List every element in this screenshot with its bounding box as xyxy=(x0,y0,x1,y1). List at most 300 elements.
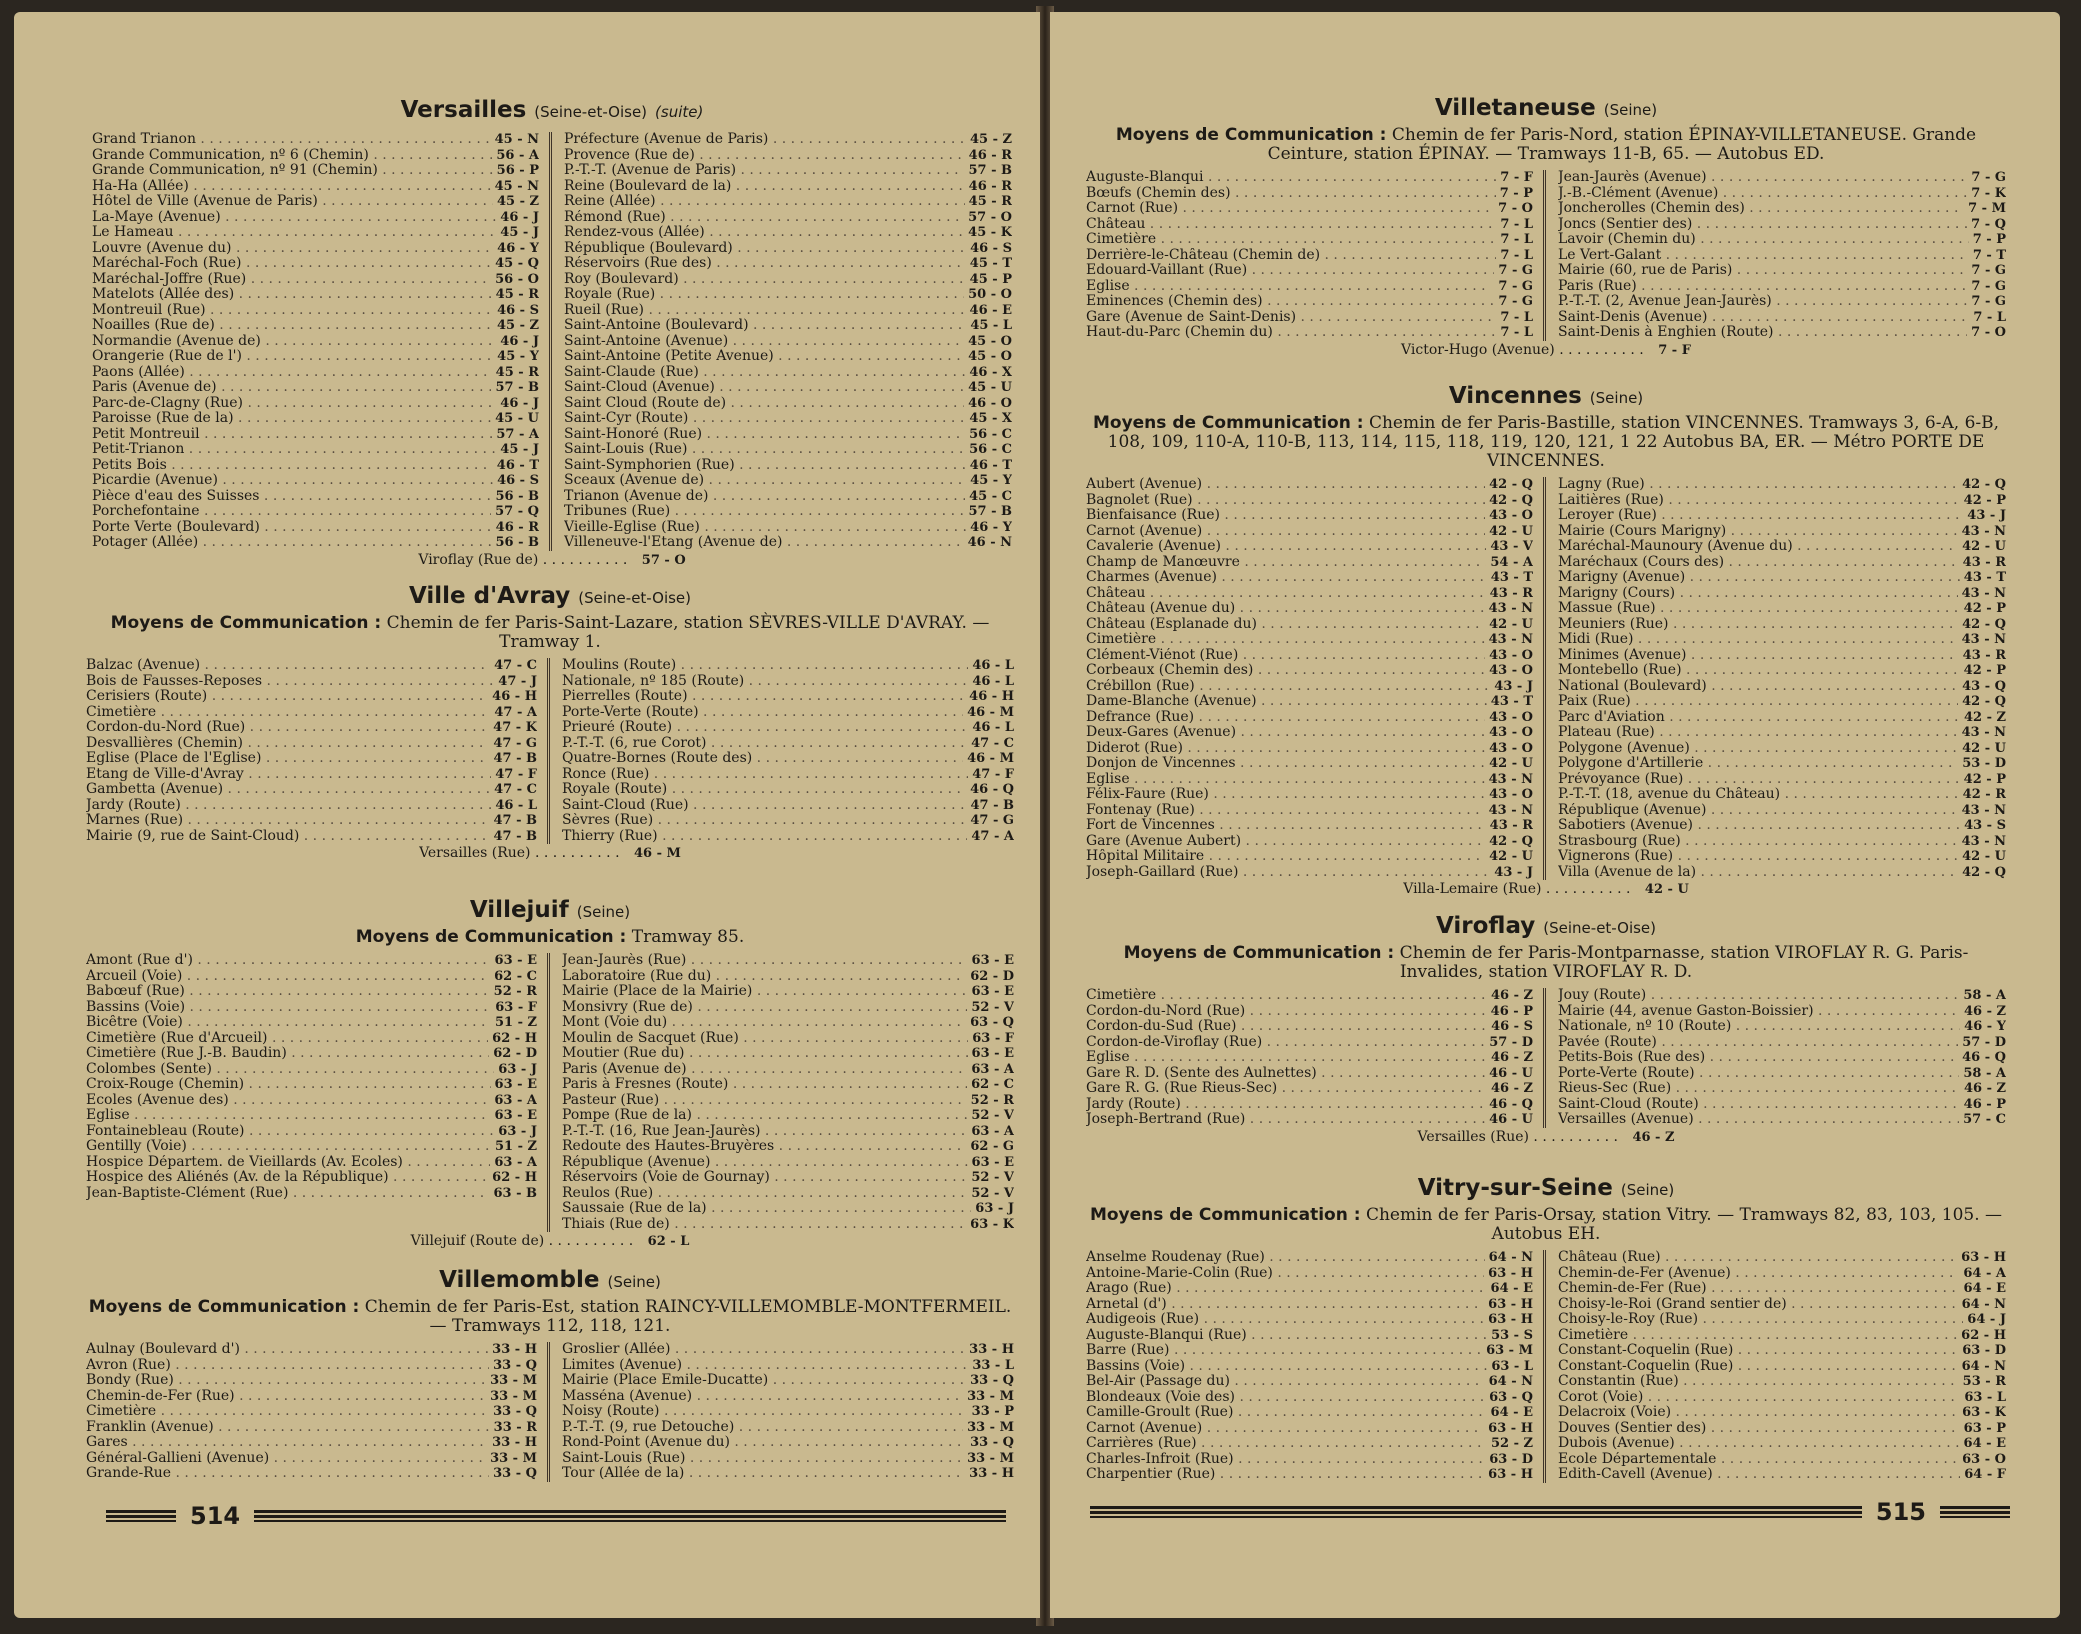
map-grid-code: 42 - P xyxy=(1963,663,2006,678)
map-grid-code: 63 - K xyxy=(970,1216,1014,1232)
street-name: Mairie (Cours Marigny) . . . xyxy=(1558,524,1958,539)
street-name: Montebello (Rue) . . . xyxy=(1558,663,1960,678)
street-name: Versailles (Avenue) . . . xyxy=(1558,1112,1959,1127)
map-grid-code: 45 - O xyxy=(968,349,1012,364)
street-name: Gare (Avenue Aubert) . . . xyxy=(1086,834,1485,849)
index-entry xyxy=(562,1155,1014,1171)
index-entry xyxy=(1558,1359,2006,1375)
map-grid-code: 50 - O xyxy=(968,287,1012,302)
index-entry xyxy=(86,984,537,1000)
map-grid-code: 46 - S xyxy=(1491,1019,1533,1034)
index-entry xyxy=(1086,325,1533,341)
map-grid-code: 56 - P xyxy=(496,163,539,178)
map-grid-code: 43 - R xyxy=(1489,818,1533,833)
map-grid-code: 43 - Q xyxy=(1962,678,2006,694)
map-grid-code: 42 - U xyxy=(1489,616,1533,632)
street-name: Amont (Rue d') . . . xyxy=(86,953,491,968)
index-entry xyxy=(1558,217,2006,233)
index-column xyxy=(550,658,1014,844)
street-name: Saint-Antoine (Boulevard) . . . xyxy=(564,318,966,333)
map-grid-code: 43 - N xyxy=(1488,802,1533,818)
street-name: Douves (Sentier des) . . . xyxy=(1558,1421,1960,1436)
index-entry xyxy=(1558,988,2006,1004)
street-name: Gare (Avenue de Saint-Denis) . . . xyxy=(1086,310,1496,325)
map-grid-code: 63 - M xyxy=(1486,1343,1533,1358)
street-name: Joncherolles (Chemin des) . . . xyxy=(1558,201,1964,216)
index-entry xyxy=(562,1000,1014,1016)
map-grid-code: 57 - B xyxy=(968,163,1012,178)
street-name: Villeneuve-l'Etang (Avenue de) . . . xyxy=(564,535,964,550)
section-vitry-sur-seine xyxy=(1086,1174,2006,1483)
map-grid-code: 43 - J xyxy=(1967,508,2006,523)
map-grid-code: 33 - M xyxy=(490,1450,537,1466)
index-entry xyxy=(1558,772,2006,788)
index-entry xyxy=(1086,186,1533,202)
map-grid-code: 46 - U xyxy=(1489,1112,1533,1127)
index-entry xyxy=(1558,1374,2006,1390)
section-footer-entry: Villejuif (Route de) . . . . . . . . . . 62 - L xyxy=(410,1233,690,1249)
map-grid-code: 7 - F xyxy=(1500,170,1533,185)
index-entry xyxy=(1558,1343,2006,1359)
map-grid-code: 46 - S xyxy=(970,240,1012,256)
index-entry xyxy=(1558,310,2006,326)
street-name: Antoine-Marie-Colin (Rue) . . . xyxy=(1086,1266,1484,1281)
map-grid-code: 63 - A xyxy=(971,1123,1014,1139)
map-grid-code: 7 - G xyxy=(1971,263,2006,278)
index-entry xyxy=(562,1435,1014,1451)
page-footer xyxy=(1090,1498,2010,1526)
street-name: Diderot (Rue) . . . xyxy=(1086,741,1485,756)
street-name: Maréchal-Foch (Rue) . . . xyxy=(92,256,491,271)
street-name: Massue (Rue) . . . xyxy=(1558,601,1960,616)
index-entry xyxy=(1086,663,1533,679)
map-grid-code: 58 - A xyxy=(1963,1065,2006,1081)
map-grid-code: 52 - R xyxy=(970,1092,1014,1108)
street-name: Arago (Rue) . . . xyxy=(1086,1281,1487,1296)
map-grid-code: 47 - A xyxy=(971,828,1014,844)
index-entry xyxy=(86,751,537,767)
street-name: Château . . . xyxy=(1086,217,1496,232)
index-entry xyxy=(1086,524,1533,540)
street-name: Préfecture (Avenue de Paris) . . . xyxy=(564,132,966,147)
map-grid-code: 56 - A xyxy=(496,147,539,163)
index-entry xyxy=(1558,679,2006,695)
street-name: Dame-Blanche (Avenue) . . . xyxy=(1086,694,1487,709)
index-entry xyxy=(562,1139,1014,1155)
street-name: Noisy (Route) . . . xyxy=(562,1404,968,1419)
street-name: République (Avenue) . . . xyxy=(562,1155,968,1170)
street-name: Paris à Fresnes (Route) . . . xyxy=(562,1077,967,1092)
street-name: La-Maye (Avenue) . . . xyxy=(92,210,496,225)
map-grid-code: 46 - J xyxy=(500,209,539,225)
map-grid-code: 7 - P xyxy=(1972,232,2006,247)
street-name: Croix-Rouge (Chemin) . . . xyxy=(86,1077,491,1092)
index-entry xyxy=(564,241,1012,257)
map-grid-code: 45 - J xyxy=(500,225,539,240)
map-grid-code: 47 - B xyxy=(970,797,1014,813)
map-grid-code: 45 - Q xyxy=(495,256,539,271)
index-column xyxy=(86,953,550,1232)
map-grid-code: 7 - O xyxy=(1498,201,1533,216)
street-name: Moutier (Rue du) . . . xyxy=(562,1046,968,1061)
index-entry xyxy=(1086,310,1533,326)
street-name: Petits Bois . . . xyxy=(92,458,493,473)
map-grid-code: 63 - B xyxy=(493,1185,537,1201)
index-entry xyxy=(562,1201,1014,1217)
index-entry xyxy=(92,241,539,257)
street-name: Fort de Vincennes . . . xyxy=(1086,818,1486,833)
index-entry xyxy=(1558,1112,2006,1128)
street-name: Cimetière . . . xyxy=(86,705,490,720)
map-grid-code: 46 - M xyxy=(967,704,1014,720)
street-name: Auguste-Blanqui (Rue) . . . xyxy=(1086,1328,1487,1343)
street-name: Moulin de Sacquet (Rue) . . . xyxy=(562,1031,968,1046)
map-grid-code: 63 - E xyxy=(971,1154,1014,1170)
section-villemomble xyxy=(86,1266,1014,1482)
street-name: Arcueil (Voie) . . . xyxy=(86,969,490,984)
communication-note: Moyens de Communication : Chemin de fer Paris-Saint-Lazare, station SÈVRES-VILLE D'AVRAY. — Tramway 1. xyxy=(110,613,990,652)
street-name: Grande-Rue . . . xyxy=(86,1466,489,1481)
index-entry xyxy=(86,1000,537,1016)
index-entry xyxy=(86,1031,537,1047)
index-column xyxy=(86,658,550,844)
map-grid-code: 51 - Z xyxy=(494,1015,537,1030)
street-name: Bienfaisance (Rue) . . . xyxy=(1086,508,1485,523)
map-grid-code: 56 - B xyxy=(495,488,539,504)
map-grid-code: 46 - M xyxy=(967,751,1014,766)
street-name: Bondy (Rue) . . . xyxy=(86,1373,486,1388)
map-grid-code: 56 - C xyxy=(969,426,1012,442)
map-grid-code: 64 - N xyxy=(1961,1358,2006,1374)
street-name: J.-B.-Clément (Avenue) . . . xyxy=(1558,186,1967,201)
map-grid-code: 64 - N xyxy=(1488,1374,1533,1389)
street-name: Rond-Point (Avenue du) . . . xyxy=(562,1435,966,1450)
index-columns xyxy=(86,658,1014,844)
index-entry xyxy=(1558,1436,2006,1452)
street-name: Hôtel de Ville (Avenue de Paris) . . . xyxy=(92,194,493,209)
index-entry xyxy=(92,303,539,319)
index-entry xyxy=(1558,725,2006,741)
map-grid-code: 46 - Z xyxy=(1490,1050,1533,1065)
street-name: Constantin (Rue) . . . xyxy=(1558,1374,1959,1389)
index-entry xyxy=(92,442,539,458)
street-name: Cerisiers (Route) . . . xyxy=(86,689,488,704)
street-name: Mairie (9, rue de Saint-Cloud) . . . xyxy=(86,829,489,844)
index-entry xyxy=(86,1451,537,1467)
section-vincennes xyxy=(1086,382,2006,898)
street-name: Réservoirs (Voie de Gournay) . . . xyxy=(562,1170,967,1185)
index-entry xyxy=(1558,263,2006,279)
map-grid-code: 7 - L xyxy=(1500,232,1533,247)
index-columns xyxy=(92,132,1012,551)
street-name: Ronce (Rue) . . . xyxy=(562,767,968,782)
index-entry xyxy=(86,829,537,845)
map-grid-code: 63 - J xyxy=(498,1061,537,1077)
map-grid-code: 33 - Q xyxy=(970,1373,1014,1388)
map-grid-code: 53 - R xyxy=(1962,1374,2006,1389)
street-name: Cordon-du-Nord (Rue) . . . xyxy=(86,720,489,735)
index-entry xyxy=(86,1077,537,1093)
index-entry xyxy=(564,318,1012,334)
index-entry xyxy=(1086,710,1533,726)
street-name: Reine (Boulevard de la) . . . xyxy=(564,179,965,194)
index-columns xyxy=(1086,477,2006,880)
index-entry xyxy=(1086,679,1533,695)
index-entry xyxy=(564,163,1012,179)
map-grid-code: 7 - L xyxy=(1500,309,1533,325)
index-entry xyxy=(92,380,539,396)
street-name: Paroisse (Rue de la) . . . xyxy=(92,411,491,426)
map-grid-code: 45 - U xyxy=(495,411,539,426)
street-name: Grande Communication, nº 91 (Chemin) . . . xyxy=(92,163,493,178)
street-name: Picardie (Avenue) . . . xyxy=(92,473,493,488)
map-grid-code: 57 - A xyxy=(496,426,539,442)
street-name: République (Boulevard) . . . xyxy=(564,241,966,256)
index-column xyxy=(1546,170,2006,341)
communication-note: Moyens de Communication : Chemin de fer Paris-Bastille, station VINCENNES. Tramways 3, 6-A, 6-B, 108, 109, 110-A, 110-B, 113, 114, 115, 118, 119, 120, 121, 1 22 Autobus BA, ER. — Métro PORTE DE VINCENNES. xyxy=(1092,413,2000,471)
map-grid-code: 64 - E xyxy=(1490,1405,1533,1420)
map-grid-code: 64 - E xyxy=(1963,1281,2006,1296)
index-entry xyxy=(1558,756,2006,772)
index-entry xyxy=(86,1093,537,1109)
map-grid-code: 47 - C xyxy=(494,782,537,797)
index-column xyxy=(1546,477,2006,880)
map-grid-code: 63 - P xyxy=(1963,1420,2006,1436)
map-grid-code: 46 - L xyxy=(972,658,1014,673)
map-grid-code: 63 - F xyxy=(495,999,537,1015)
index-entry xyxy=(562,969,1014,985)
index-entry xyxy=(1558,555,2006,571)
index-entry xyxy=(1558,1467,2006,1483)
index-entry xyxy=(1558,1421,2006,1437)
map-grid-code: 47 - G xyxy=(970,813,1014,828)
map-grid-code: 52 - Z xyxy=(1490,1436,1533,1451)
index-entry xyxy=(1086,232,1533,248)
street-name: Jean-Baptiste-Clément (Rue) . . . xyxy=(86,1186,489,1201)
map-grid-code: 43 - N xyxy=(1961,802,2006,818)
map-grid-code: 46 - Q xyxy=(1962,1050,2006,1065)
map-grid-code: 46 - H xyxy=(492,689,537,704)
section-title: Versailles (Seine-et-Oise) (suite) xyxy=(400,97,704,123)
index-entry xyxy=(1558,787,2006,803)
section-footer-entry: Victor-Hugo (Avenue) . . . . . . . . . . 7 - F xyxy=(1401,341,1691,358)
index-entry xyxy=(1086,648,1533,664)
street-name: Aulnay (Boulevard d') . . . xyxy=(86,1342,488,1357)
index-entry xyxy=(564,179,1012,195)
street-name: Constant-Coquelin (Rue) . . . xyxy=(1558,1343,1958,1358)
street-name: Balzac (Avenue) . . . xyxy=(86,658,490,673)
map-grid-code: 42 - P xyxy=(1963,492,2006,508)
index-columns xyxy=(1086,170,2006,341)
street-name: Plateau (Rue) . . . xyxy=(1558,725,1958,740)
section-title: Viroflay (Seine-et-Oise) xyxy=(1435,913,1657,939)
section-viroflay xyxy=(1086,912,2006,1146)
street-name: Eglise (Place de l'Eglise) . . . xyxy=(86,751,489,766)
index-entry xyxy=(1086,988,1533,1004)
index-entry xyxy=(1086,787,1533,803)
map-grid-code: 63 - H xyxy=(1488,1296,1533,1312)
index-entry xyxy=(92,287,539,303)
street-name: Gambetta (Avenue) . . . xyxy=(86,782,490,797)
map-grid-code: 57 - D xyxy=(1962,1034,2006,1050)
street-name: P.-T.-T. (18, avenue du Château) . . . xyxy=(1558,787,1959,802)
index-entry xyxy=(562,782,1014,798)
index-entry xyxy=(562,1466,1014,1482)
map-grid-code: 43 - O xyxy=(1489,740,1533,756)
street-name: Saint Cloud (Route de) . . . xyxy=(564,396,964,411)
street-name: Saint-Honoré (Rue) . . . xyxy=(564,427,965,442)
map-grid-code: 45 - Z xyxy=(496,318,539,333)
street-name: Polygone d'Artillerie . . . xyxy=(1558,756,1958,771)
map-grid-code: 63 - H xyxy=(1961,1250,2006,1265)
map-grid-code: 43 - T xyxy=(1963,570,2006,585)
index-entry xyxy=(564,380,1012,396)
map-grid-code: 43 - N xyxy=(1961,632,2006,647)
street-name: Pavée (Route) . . . xyxy=(1558,1035,1958,1050)
map-grid-code: 42 - Z xyxy=(1963,709,2006,725)
index-entry xyxy=(86,969,537,985)
map-grid-code: 53 - D xyxy=(1962,756,2006,771)
map-grid-code: 45 - Z xyxy=(969,132,1012,147)
street-name: Colombes (Sente) . . . xyxy=(86,1062,494,1077)
street-name: Marigny (Cours) . . . xyxy=(1558,586,1958,601)
street-name: Ecole Départementale . . . xyxy=(1558,1452,1958,1467)
street-name: Carrières (Rue) . . . xyxy=(1086,1436,1487,1451)
index-entry xyxy=(1086,1050,1533,1066)
street-name: Hôpital Militaire . . . xyxy=(1086,849,1485,864)
street-name: Bassins (Voie) . . . xyxy=(1086,1359,1487,1374)
map-grid-code: 52 - R xyxy=(493,984,537,999)
street-name: Clément-Viénot (Rue) . . . xyxy=(1086,648,1485,663)
index-entry xyxy=(1086,217,1533,233)
index-entry xyxy=(1558,1390,2006,1406)
street-name: P.-T.-T. (2, Avenue Jean-Jaurès) . . . xyxy=(1558,294,1967,309)
map-grid-code: 46 - R xyxy=(495,519,539,535)
map-grid-code: 63 - O xyxy=(1962,1451,2006,1467)
street-name: Bel-Air (Passage du) . . . xyxy=(1086,1374,1485,1389)
index-entry xyxy=(562,658,1014,674)
map-grid-code: 46 - Y xyxy=(1964,1019,2006,1034)
index-entry xyxy=(1086,1066,1533,1082)
map-grid-code: 63 - L xyxy=(1491,1358,1533,1374)
map-grid-code: 42 - U xyxy=(1962,740,2006,756)
index-entry xyxy=(1558,294,2006,310)
street-name: Royale (Route) . . . xyxy=(562,782,966,797)
index-entry xyxy=(564,520,1012,536)
street-name: Prieuré (Route) . . . xyxy=(562,720,968,735)
street-name: Chemin-de-Fer (Rue) . . . xyxy=(86,1389,486,1404)
street-name: Saint-Louis (Rue) . . . xyxy=(562,1451,963,1466)
map-grid-code: 43 - O xyxy=(1489,508,1533,523)
map-grid-code: 46 - J xyxy=(500,333,539,349)
map-grid-code: 7 - L xyxy=(1973,309,2006,325)
street-name: Deux-Gares (Avenue) . . . xyxy=(1086,725,1485,740)
street-name: Eglise . . . xyxy=(86,1108,486,1123)
index-entry xyxy=(1558,186,2006,202)
index-entry xyxy=(86,658,537,674)
map-grid-code: 62 - H xyxy=(492,1170,537,1185)
index-entry xyxy=(564,210,1012,226)
map-grid-code: 43 - O xyxy=(1489,787,1533,802)
street-name: Bois de Fausses-Reposes . . . xyxy=(86,674,494,689)
index-entry xyxy=(1086,818,1533,834)
map-grid-code: 51 - Z xyxy=(494,1139,537,1154)
map-grid-code: 42 - Q xyxy=(1489,477,1533,492)
index-entry xyxy=(1558,1328,2006,1344)
map-grid-code: 63 - A xyxy=(971,1061,1014,1077)
index-entry xyxy=(1086,725,1533,741)
street-name: Pièce d'eau des Suisses . . . xyxy=(92,489,491,504)
index-entry xyxy=(86,705,537,721)
index-entry xyxy=(92,318,539,334)
index-entry xyxy=(562,798,1014,814)
street-name: Félix-Faure (Rue) . . . xyxy=(1086,787,1485,802)
index-entry xyxy=(1086,601,1533,617)
street-name: Edouard-Vaillant (Rue) . . . xyxy=(1086,263,1494,278)
map-grid-code: 33 - M xyxy=(967,1450,1014,1466)
street-name: Corot (Voie) . . . xyxy=(1558,1390,1960,1405)
index-entry xyxy=(92,272,539,288)
street-name: Pierrelles (Route) . . . xyxy=(562,689,965,704)
index-entry xyxy=(562,705,1014,721)
index-entry xyxy=(564,256,1012,272)
index-entry xyxy=(1086,865,1533,881)
map-grid-code: 52 - V xyxy=(971,999,1014,1015)
index-entry xyxy=(86,1170,537,1186)
map-grid-code: 7 - G xyxy=(1971,170,2006,185)
street-name: Cimetière . . . xyxy=(86,1404,489,1419)
street-name: Jean-Jaurès (Avenue) . . . xyxy=(1558,170,1967,185)
street-name: Saint-Cloud (Route) . . . xyxy=(1558,1097,1960,1112)
index-entry xyxy=(1086,1019,1533,1035)
index-entry xyxy=(562,1108,1014,1124)
index-entry xyxy=(1086,1266,1533,1282)
street-name: Cavalerie (Avenue) . . . xyxy=(1086,539,1486,554)
street-name: Provence (Rue de) . . . xyxy=(564,148,965,163)
index-entry xyxy=(1558,1312,2006,1328)
index-entry xyxy=(562,674,1014,690)
street-name: Midi (Rue) . . . xyxy=(1558,632,1958,647)
street-name: Groslier (Allée) . . . xyxy=(562,1342,965,1357)
index-entry xyxy=(1086,1421,1533,1437)
map-grid-code: 63 - L xyxy=(1964,1389,2006,1405)
index-entry xyxy=(1558,1097,2006,1113)
index-entry xyxy=(562,736,1014,752)
index-entry xyxy=(1558,803,2006,819)
index-column xyxy=(1546,1250,2006,1483)
map-grid-code: 43 - N xyxy=(1488,601,1533,616)
street-name: Polygone (Avenue) . . . xyxy=(1558,741,1958,756)
street-name: Porte Verte (Boulevard) . . . xyxy=(92,520,492,535)
map-grid-code: 43 - O xyxy=(1489,663,1533,678)
index-entry xyxy=(92,179,539,195)
index-entry xyxy=(86,720,537,736)
index-entry xyxy=(1558,741,2006,757)
map-grid-code: 46 - T xyxy=(496,457,539,473)
map-grid-code: 45 - R xyxy=(495,287,539,302)
street-name: Pasteur (Rue) . . . xyxy=(562,1093,967,1108)
index-entry xyxy=(86,674,537,690)
street-name: Thierry (Rue) . . . xyxy=(562,829,967,844)
street-name: Porte-Verte (Route) . . . xyxy=(1558,1066,1959,1081)
index-entry xyxy=(564,535,1012,551)
index-entry xyxy=(1086,201,1533,217)
street-name: Paris (Avenue de) . . . xyxy=(562,1062,967,1077)
street-name: Saint-Louis (Rue) . . . xyxy=(564,442,965,457)
index-entry xyxy=(86,1389,537,1405)
map-grid-code: 43 - N xyxy=(1961,523,2006,539)
map-grid-code: 47 - J xyxy=(498,673,537,689)
